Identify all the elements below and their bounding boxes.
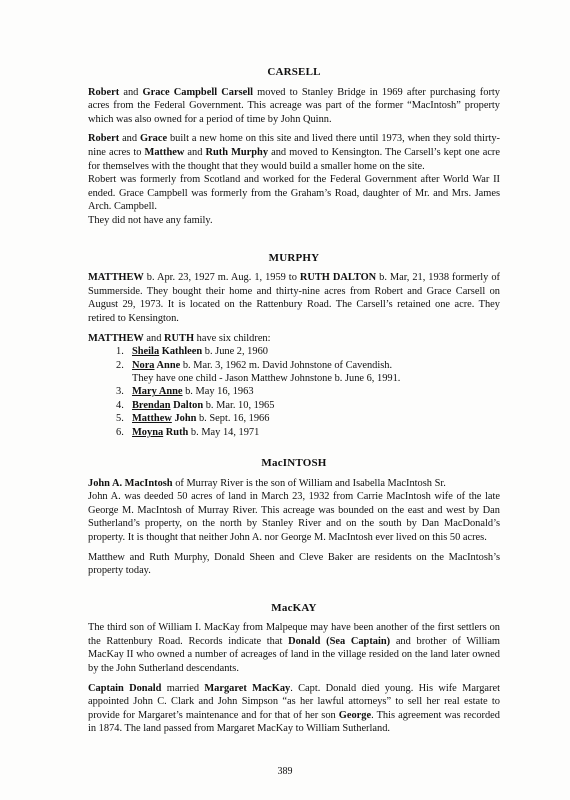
name-george: George	[338, 709, 372, 721]
list-item	[88, 385, 500, 398]
section-title-murphy: MURPHY	[268, 251, 320, 264]
child-first-name: Nora	[132, 359, 155, 371]
list-item	[88, 345, 500, 358]
name-ruth: RUTH	[164, 332, 195, 344]
list-number: 3.	[116, 386, 124, 398]
child-first-name: Mary Anne	[132, 386, 183, 398]
child-details: b. Sept. 16, 1966	[196, 413, 270, 425]
list-item	[88, 359, 500, 372]
list-item	[88, 426, 500, 439]
list-number: 6.	[116, 426, 124, 438]
name-captain-donald: Captain Donald	[88, 682, 162, 694]
name-ruth-murphy: Ruth Murphy	[205, 146, 269, 158]
text-fragment: . This agreement was recorded in 1874. The land passed from Margaret MacKay to William Sutherland.	[88, 709, 500, 735]
name-robert: Robert	[88, 86, 120, 98]
child-first-name: Matthew	[132, 413, 172, 425]
carsell-paragraph-2	[88, 132, 500, 173]
murphy-children-intro	[88, 332, 500, 346]
list-number: 2.	[116, 359, 124, 371]
macintosh-paragraph-3: Matthew and Ruth Murphy, Donald Sheen and Cleve Baker are residents on the MacIntosh’s property today.	[88, 551, 500, 577]
text-fragment: have six children:	[194, 332, 271, 344]
text-fragment: and	[119, 86, 143, 98]
section-title-macintosh: MacINTOSH	[261, 456, 327, 469]
page-content	[88, 66, 500, 742]
name-matthew: MATTHEW	[88, 272, 144, 284]
text-fragment: married	[161, 682, 205, 694]
child-details: b. Mar. 3, 1962 m. David Johnstone of Cavendish.	[180, 359, 393, 371]
child-note: They have one child - Jason Matthew Johnstone b. June 6, 1991.	[132, 372, 401, 384]
text-fragment: b. Mar, 21, 1938 formerly of Summerside. They bought their home and thirty-nine acres from Robert and Grace Carsell on August 29, 1973. It is located on the Rattenbury Road. The Carsell’s retained one acre. They retired to Kensington.	[88, 272, 500, 324]
section-title-carsell: CARSELL	[267, 66, 321, 78]
name-donald-sea-captain: Donald (Sea Captain)	[288, 635, 391, 647]
text-fragment: . Capt. Donald died young. His wife Margaret appointed John C. Clark and John Simpson “as her lawful attorneys” to sell her real estate to provide for Margaret’s maintenance and for that of her son	[88, 682, 500, 721]
mackay-paragraph-1	[88, 621, 500, 675]
children-list	[88, 345, 500, 439]
list-number: 1.	[116, 346, 124, 358]
text-fragment: moved to Stanley Bridge in 1969 after purchasing forty acres from the Federal Government. This acreage was part of the former “MacIntosh” property which was also owned for a period of time by John Quinn.	[88, 86, 500, 125]
carsell-paragraph-4: They did not have any family.	[88, 214, 213, 226]
child-details: b. May 14, 1971	[188, 426, 260, 438]
child-details: b. Mar. 10, 1965	[203, 399, 275, 411]
text-fragment: b. Apr. 23, 1927 m. Aug. 1, 1959 to	[143, 272, 300, 284]
child-middle-name: John	[174, 413, 197, 425]
text-fragment: and	[143, 332, 165, 344]
name-margaret-mackay: Margaret MacKay	[204, 682, 291, 694]
child-middle-name: Anne	[156, 359, 181, 371]
child-middle-name: Dalton	[173, 399, 204, 411]
text-fragment: of Murray River is the son of William and Isabella MacIntosh Sr.	[172, 477, 446, 489]
name-john-a-macintosh: John A. MacIntosh	[88, 477, 173, 489]
list-number: 4.	[116, 399, 124, 411]
child-details: b. May 16, 1963	[182, 386, 254, 398]
page-number: 389	[277, 766, 293, 777]
child-middle-name: Kathleen	[161, 346, 203, 358]
carsell-paragraph-3: Robert was formerly from Scotland and worked for the Federal Government after World War II ended. Grace Campbell was formerly from the Graham’s Road, daughter of Mr. and Mrs. James Arch. Campbell.	[88, 174, 500, 213]
text-fragment: and moved to Kensington. The Carsell’s kept one acre for themselves with the thought that they would build a smaller home on the site.	[88, 146, 500, 172]
text-fragment: and brother of William MacKay II who owned a number of acreages of land in the village resided on the land later owned by the John Sutherland descendants.	[88, 635, 501, 675]
child-first-name: Moyna	[132, 426, 164, 438]
child-details: b. June 2, 1960	[202, 346, 268, 358]
name-grace: Grace	[139, 133, 168, 145]
text-fragment: and	[119, 133, 140, 145]
name-matthew: Matthew	[144, 146, 185, 158]
text-fragment: The third son of William I. MacKay from Malpeque may have been another of the first settlers on the Rattenbury Road. Records indicate that	[88, 622, 500, 647]
macintosh-paragraph-2: John A. was deeded 50 acres of land in March 23, 1932 from Carrie MacIntosh wife of the late George M. MacIntosh of Murray River. This acreage was bounded on the east and west by Dan Sutherland’s property, on the north by Stanley River and on the south by Dan MacDonald’s property. It is thought that neither John A. nor George M. MacIntosh ever lived on this 50 acres.	[88, 491, 500, 543]
name-robert: Robert	[88, 133, 120, 145]
child-first-name: Brendan	[132, 399, 171, 411]
list-number: 5.	[116, 413, 124, 425]
child-first-name: Sheila	[132, 346, 160, 358]
name-matthew: MATTHEW	[88, 332, 144, 344]
macintosh-paragraph-1	[88, 477, 500, 491]
list-item	[88, 412, 500, 425]
mackay-paragraph-2	[88, 682, 500, 736]
text-fragment: and	[184, 146, 206, 158]
carsell-paragraph-1	[88, 86, 500, 127]
name-ruth-dalton: RUTH DALTON	[299, 272, 377, 284]
murphy-paragraph-1	[88, 271, 500, 325]
section-title-mackay: MacKAY	[271, 601, 317, 614]
text-fragment: built a new home on this site and lived there until 1973, when they sold thirty-nine acres to	[88, 133, 500, 158]
name-grace-campbell-carsell: Grace Campbell Carsell	[142, 86, 253, 98]
child-middle-name: Ruth	[165, 426, 189, 438]
list-item	[88, 399, 500, 412]
